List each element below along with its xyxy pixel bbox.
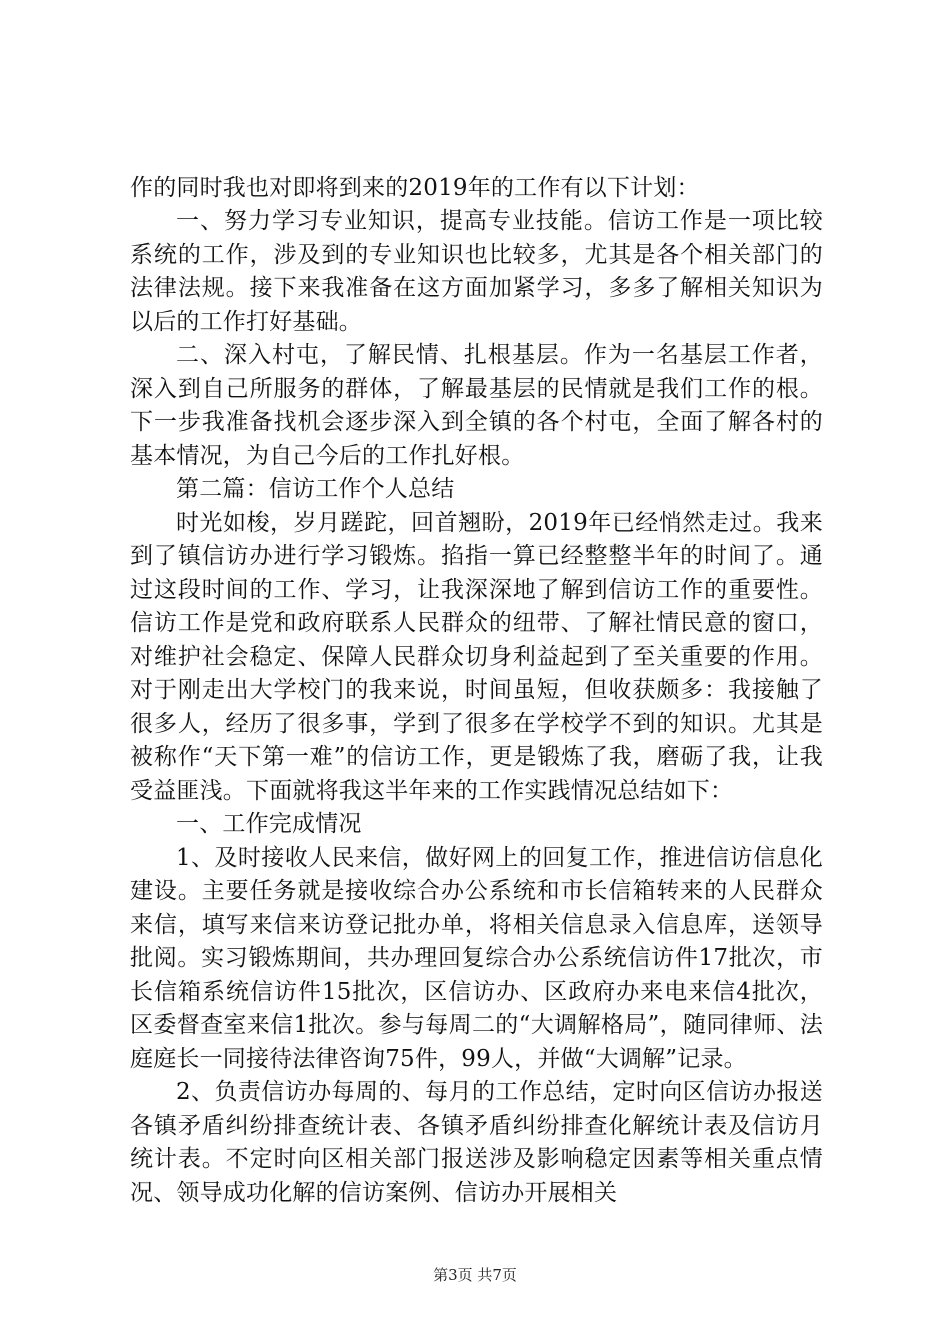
paragraph: 时光如梭，岁月蹉跎，回首翘盼，2019年已经悄然走过。我来到了镇信访办进行学习锻炼。掐指一算已经整整半年的时间了。通过这段时间的工作、学习，让我深深地了解到信访工作的重要性。信访工作是党和政府联系人民群众的纽带、了解社情民意的窗口，对维护社会稳定、保障人民群众切身利益起到了至关重要的作用。对于刚走出大学校门的我来说，时间虽短，但收获颇多：我接触了很多人，经历了很多事，学到了很多在学校学不到的知识。尤其是被称作“天下第一难”的信访工作，更是锻炼了我，磨砺了我，让我受益匪浅。下面就将我这半年来的工作实践情况总结如下： (130, 509, 823, 804)
page-number: 第3页 共7页 (433, 1266, 517, 1284)
paragraph: 2、负责信访办每周的、每月的工作总结，定时向区信访办报送各镇矛盾纠纷排查统计表、各镇矛盾纠纷排查化解统计表及信访月统计表。不定时向区相关部门报送涉及影响稳定因素等相关重点情况、领导成功化解的信访案例、信访办开展相关 (130, 1079, 823, 1206)
document-body (130, 172, 823, 1210)
paragraph: 作的同时我也对即将到来的2019年的工作有以下计划： (130, 175, 700, 201)
paragraph: 二、深入村屯，了解民情、扎根基层。作为一名基层工作者，深入到自己所服务的群体，了解最基层的民情就是我们工作的根。下一步我准备找机会逐步深入到全镇的各个村屯，全面了解各村的基本情况，为自己今后的工作扎好根。 (130, 342, 823, 469)
page-footer (0, 1264, 950, 1285)
paragraph: 1、及时接收人民来信，做好网上的回复工作，推进信访信息化建设。主要任务就是接收综合办公系统和市长信箱转来的人民群众来信，填写来信来访登记批办单，将相关信息录入信息库，送领导批阅。实习锻炼期间，共办理回复综合办公系统信访件17批次，市长信箱系统信访件15批次，区信访办、区政府办来电来信4批次，区委督查室来信1批次。参与每周二的“大调解格局”，随同律师、法庭庭长一同接待法律咨询75件，99人，并做“大调解”记录。 (130, 844, 823, 1072)
section-heading: 第二篇：信访工作个人总结 (176, 476, 455, 503)
paragraph: 一、努力学习专业知识，提高专业技能。信访工作是一项比较系统的工作，涉及到的专业知识也比较多，尤其是各个相关部门的法律法规。接下来我准备在这方面加紧学习，多多了解相关知识为以后的工作打好基础。 (130, 208, 823, 335)
subsection-heading: 一、工作完成情况 (176, 811, 362, 838)
